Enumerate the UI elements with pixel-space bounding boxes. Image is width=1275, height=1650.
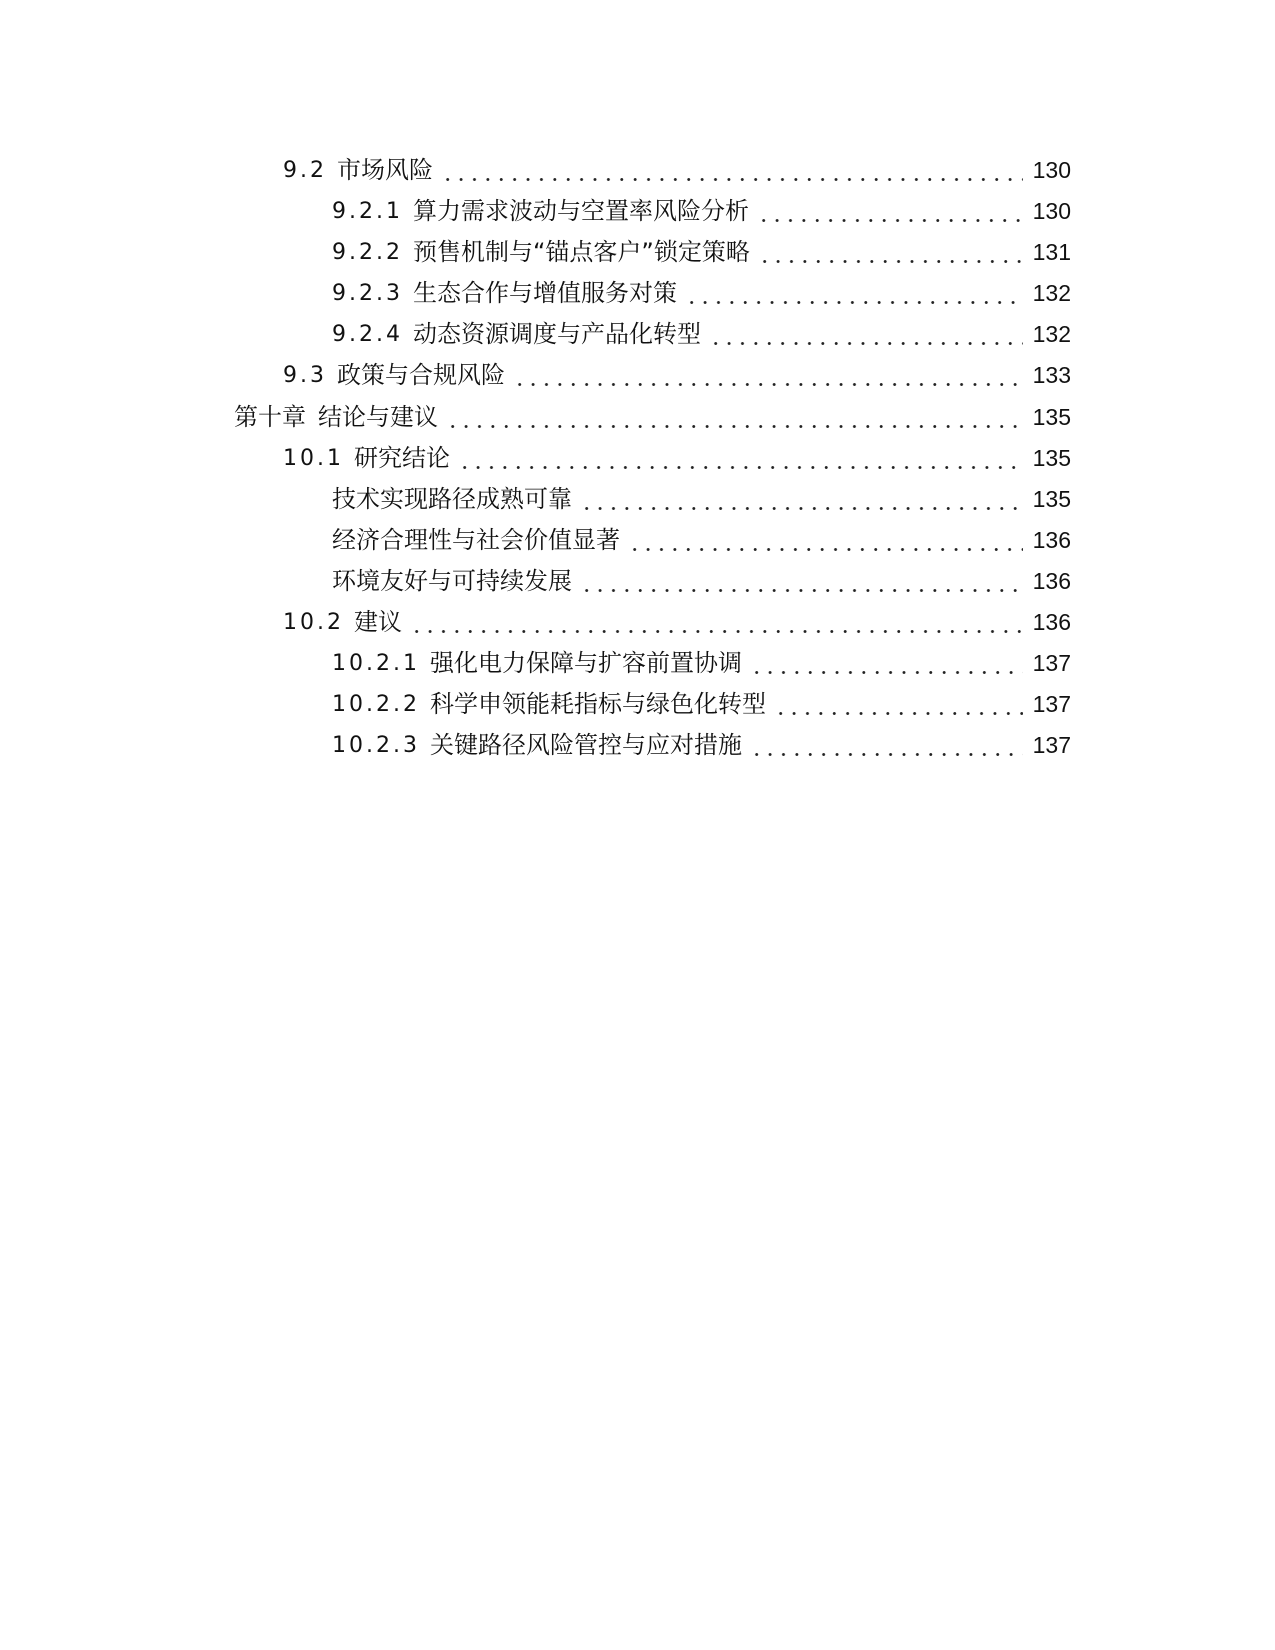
dot-leader — [410, 602, 1023, 643]
toc-entry — [332, 314, 1071, 355]
dot-leader — [580, 561, 1023, 602]
dot-leader — [513, 355, 1023, 396]
toc-entry — [283, 438, 1071, 479]
toc-entry — [332, 232, 1071, 273]
toc-chapter-entry — [234, 397, 1071, 438]
entry-title: 经济合理性与社会价值显著 — [332, 525, 620, 554]
entry-title: 预售机制与“锚点客户”锁定策略 — [412, 238, 750, 267]
entry-number: 9.2.2 — [332, 240, 403, 266]
toc-entry — [283, 355, 1071, 396]
entry-title: 强化电力保障与扩容前置协调 — [429, 649, 742, 678]
entry-title: 建议 — [353, 608, 402, 637]
page-number: 137 — [1032, 732, 1071, 759]
toc-entry — [332, 273, 1071, 314]
page-number: 130 — [1032, 157, 1071, 183]
entry-title: 政策与合规风险 — [337, 361, 505, 390]
entry-number: 10.2.1 — [332, 651, 420, 677]
toc-entry — [332, 191, 1071, 232]
toc-entry — [332, 643, 1071, 684]
entry-number: 9.2.1 — [332, 199, 403, 225]
entry-number: 10.2.3 — [332, 733, 420, 759]
toc-entry — [332, 561, 1071, 602]
entry-number: 9.2.3 — [332, 281, 403, 307]
page-number: 135 — [1032, 403, 1071, 430]
page-number: 132 — [1032, 321, 1071, 348]
entry-title: 科学申领能耗指标与绿色化转型 — [429, 690, 766, 719]
dot-leader — [441, 150, 1023, 191]
entry-number: 9.2 — [283, 158, 327, 183]
chapter-number: 第十章 — [234, 402, 306, 431]
page-number: 136 — [1032, 526, 1071, 553]
page-number: 136 — [1032, 609, 1071, 636]
entry-title: 关键路径风险管控与应对措施 — [429, 731, 742, 760]
entry-title: 算力需求波动与空置率风险分析 — [412, 197, 749, 226]
entry-number: 10.2 — [283, 610, 344, 636]
page-number: 133 — [1032, 362, 1071, 389]
toc-entry — [283, 150, 1071, 191]
dot-leader — [750, 643, 1023, 684]
table-of-contents — [0, 150, 1275, 766]
dot-leader — [458, 438, 1023, 479]
dot-leader — [446, 397, 1023, 438]
entry-title: 环境友好与可持续发展 — [332, 566, 572, 595]
page-number: 135 — [1032, 444, 1071, 471]
chapter-title: 结论与建议 — [318, 402, 438, 431]
toc-entry — [332, 725, 1071, 766]
entry-number: 9.2.4 — [332, 322, 403, 348]
toc-entry — [332, 520, 1071, 561]
dot-leader — [709, 314, 1023, 355]
page-number: 130 — [1032, 198, 1071, 225]
dot-leader — [774, 684, 1023, 725]
entry-number: 9.3 — [283, 363, 327, 389]
dot-leader — [758, 232, 1023, 273]
entry-title: 生态合作与增值服务对策 — [412, 279, 677, 308]
entry-number: 10.1 — [283, 445, 344, 471]
dot-leader — [628, 520, 1023, 561]
page-number: 131 — [1032, 239, 1071, 266]
entry-title: 技术实现路径成熟可靠 — [332, 484, 572, 513]
entry-number: 10.2.2 — [332, 692, 420, 718]
dot-leader — [580, 479, 1023, 520]
page-number: 137 — [1032, 691, 1071, 718]
toc-entry — [283, 602, 1071, 643]
page-number: 132 — [1032, 280, 1071, 307]
toc-entry — [332, 684, 1071, 725]
dot-leader — [750, 725, 1023, 766]
entry-title: 研究结论 — [353, 443, 450, 472]
page-number: 135 — [1032, 485, 1071, 512]
page-number: 137 — [1032, 650, 1071, 677]
entry-title: 动态资源调度与产品化转型 — [412, 320, 701, 349]
dot-leader — [757, 191, 1023, 232]
page-number: 136 — [1032, 567, 1071, 594]
toc-entry — [332, 479, 1071, 520]
entry-title: 市场风险 — [337, 156, 433, 184]
dot-leader — [685, 273, 1023, 314]
